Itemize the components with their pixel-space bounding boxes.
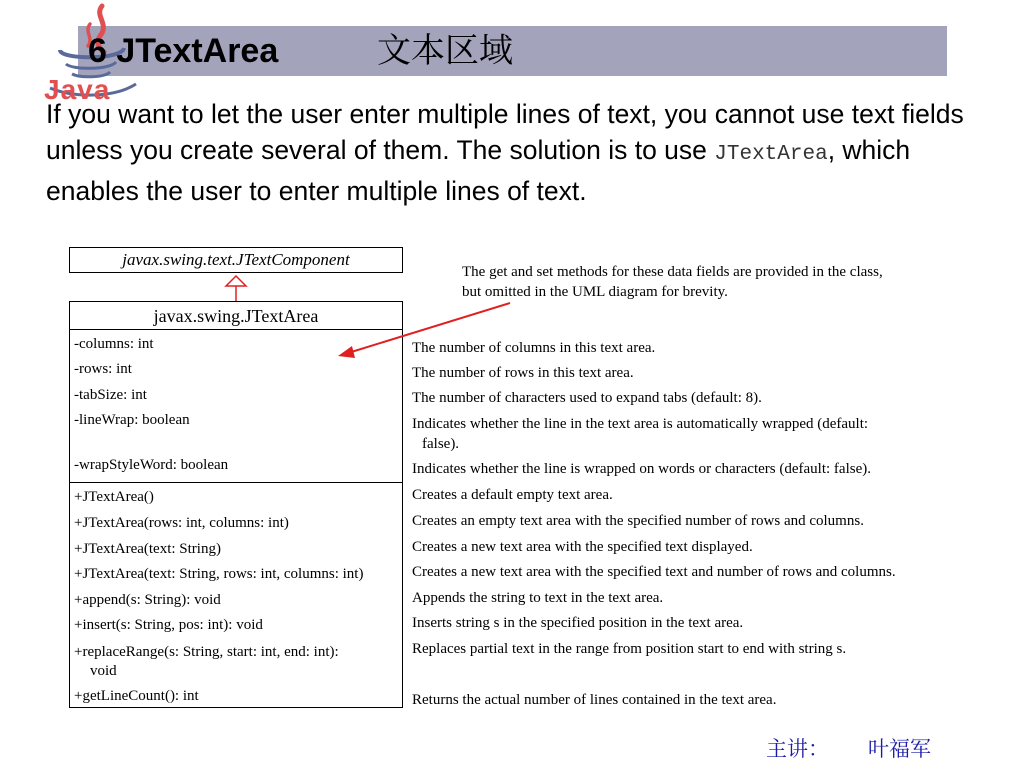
uml-field: -lineWrap: boolean: [74, 412, 190, 428]
uml-field: -wrapStyleWord: boolean: [74, 457, 229, 473]
intro-text-part1: If you want to let the user enter multiple lines of text, you cannot use text fields unless you create several of them. The solution is to use: [46, 99, 964, 165]
description: The number of rows in this text area.: [412, 365, 634, 381]
description: Returns the actual number of lines contained in the text area.: [412, 692, 777, 708]
uml-method-continuation: void: [90, 663, 117, 679]
description: Appends the string to text in the text area.: [412, 590, 664, 606]
logo-text: Java: [44, 74, 111, 105]
description: Indicates whether the line in the text area is automatically wrapped (default:: [412, 416, 869, 432]
uml-note: The get and set methods for these data fields are provided in the class, but omitted in the UML diagram for brevity.: [462, 264, 883, 300]
intro-text-part2: , which enables the user to enter multiple lines of text.: [46, 135, 911, 206]
uml-parent-class: javax.swing.text.JTextComponent: [69, 247, 403, 273]
uml-method: +JTextArea(): [74, 489, 154, 505]
uml-method: +JTextArea(text: String, rows: int, columns: int): [74, 566, 364, 582]
description: The number of characters used to expand tabs (default: 8).: [412, 390, 762, 406]
slide-title: 6 JTextArea: [88, 32, 279, 70]
description: Creates a new text area with the specified text displayed.: [412, 539, 753, 555]
description-continuation: false).: [422, 436, 460, 452]
description: Replaces partial text in the range from position start to end with string s.: [412, 641, 847, 657]
description: Creates a new text area with the specified text and number of rows and columns.: [412, 564, 896, 580]
description: The number of columns in this text area.: [412, 340, 656, 356]
uml-field: -columns: int: [74, 336, 154, 352]
description: Inserts string s in the specified position in the text area.: [412, 615, 744, 631]
uml-method: +JTextArea(rows: int, columns: int): [74, 515, 289, 531]
uml-field: -tabSize: int: [74, 387, 147, 403]
note-arrow-head: [338, 346, 355, 358]
uml-field: -rows: int: [74, 361, 132, 377]
uml-method: +insert(s: String, pos: int): void: [74, 617, 263, 633]
uml-method: +replaceRange(s: String, start: int, end: int):: [74, 644, 339, 660]
description: Creates an empty text area with the specified number of rows and columns.: [412, 513, 864, 529]
intro-code: JTextArea: [714, 143, 828, 166]
note-arrow-line: [348, 303, 510, 353]
footer-label: 主讲：: [766, 737, 829, 761]
inheritance-triangle: [226, 276, 246, 286]
uml-method: +append(s: String): void: [74, 592, 221, 608]
uml-method: +getLineCount(): int: [74, 688, 199, 704]
footer-name: 叶福军: [868, 737, 931, 761]
slide-title-chinese: 文本区域: [377, 31, 513, 71]
description: Indicates whether the line is wrapped on words or characters (default: false).: [412, 461, 871, 477]
description: Creates a default empty text area.: [412, 487, 613, 503]
uml-class-name: javax.swing.JTextArea: [70, 302, 402, 330]
uml-method: +JTextArea(text: String): [74, 541, 221, 557]
